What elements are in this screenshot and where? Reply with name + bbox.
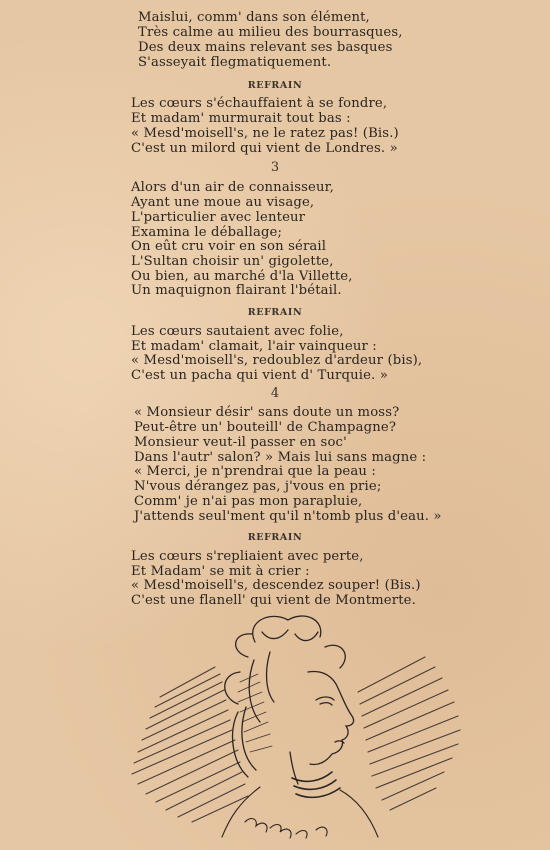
refrain-heading: REFRAIN [247, 532, 303, 543]
refrain-line: C'est un milord qui vient de Londres. » [131, 141, 398, 156]
stanza-number: 4 [270, 386, 280, 401]
verse-line: Examina le déballage; [131, 225, 283, 240]
refrain-line: C'est un pacha qui vient d' Turquie. » [131, 368, 388, 383]
verse-line: Comm' je n'ai pas mon parapluie, [134, 494, 363, 509]
refrain-line: « Mesd'moisell's, ne le ratez pas! (Bis.) [131, 126, 399, 141]
verse-line: « Merci, je n'prendrai que la peau : [134, 464, 376, 479]
refrain-line: « Mesd'moisell's, redoublez d'ardeur (bis), [131, 353, 423, 368]
verse-line: Un maquignon flairant l'bétail. [131, 283, 342, 298]
refrain-heading: REFRAIN [247, 307, 303, 318]
verse-line: Monsieur veut-il passer en soc' [134, 435, 347, 450]
refrain-line: Et madam' clamait, l'air vainqueur : [131, 339, 377, 354]
verse-line: Très calme au milieu des bourrasques, [138, 25, 403, 40]
verse-line: Ayant une moue au visage, [131, 195, 315, 210]
verse-line: Peut-être un' bouteill' de Champagne? [134, 420, 397, 435]
refrain-line: Les cœurs sautaient avec folie, [131, 324, 344, 339]
verse-line: « Monsieur désir' sans doute un moss? [134, 405, 400, 420]
verse-line: J'attends seul'ment qu'il n'tomb plus d'eau. » [134, 509, 442, 524]
refrain-line: Les cœurs s'échauffaient à se fondre, [131, 96, 388, 111]
verse-line: N'vous dérangez pas, j'vous en prie; [134, 479, 382, 494]
verse-line: Alors d'un air de connaisseur, [131, 180, 334, 195]
refrain-line: Les cœurs s'repliaient avec perte, [131, 549, 364, 564]
verse-line: Ou bien, au marché d'la Villette, [131, 269, 353, 284]
verse-line: Dans l'autr' salon? » Mais lui sans magne : [134, 450, 427, 465]
refrain-heading: REFRAIN [247, 80, 303, 91]
refrain-line: Et madam' murmurait tout bas : [131, 111, 351, 126]
woman-portrait-illustration [120, 612, 470, 844]
stanza-number: 3 [270, 160, 280, 175]
verse-line: L'particulier avec lenteur [131, 210, 306, 225]
refrain-line: Et Madam' se mit à crier : [131, 564, 310, 579]
verse-line: L'Sultan choisir un' gigolette, [131, 254, 334, 269]
verse-line: On eût cru voir en son sérail [131, 239, 327, 254]
verse-line: Des deux mains relevant ses basques [138, 40, 393, 55]
refrain-line: « Mesd'moisell's, descendez souper! (Bis.) [131, 578, 421, 593]
verse-line: Maislui, comm' dans son élément, [138, 10, 370, 25]
refrain-line: C'est une flanell' qui vient de Montmerte. [131, 593, 416, 608]
verse-line: S'asseyait flegmatiquement. [138, 55, 332, 70]
